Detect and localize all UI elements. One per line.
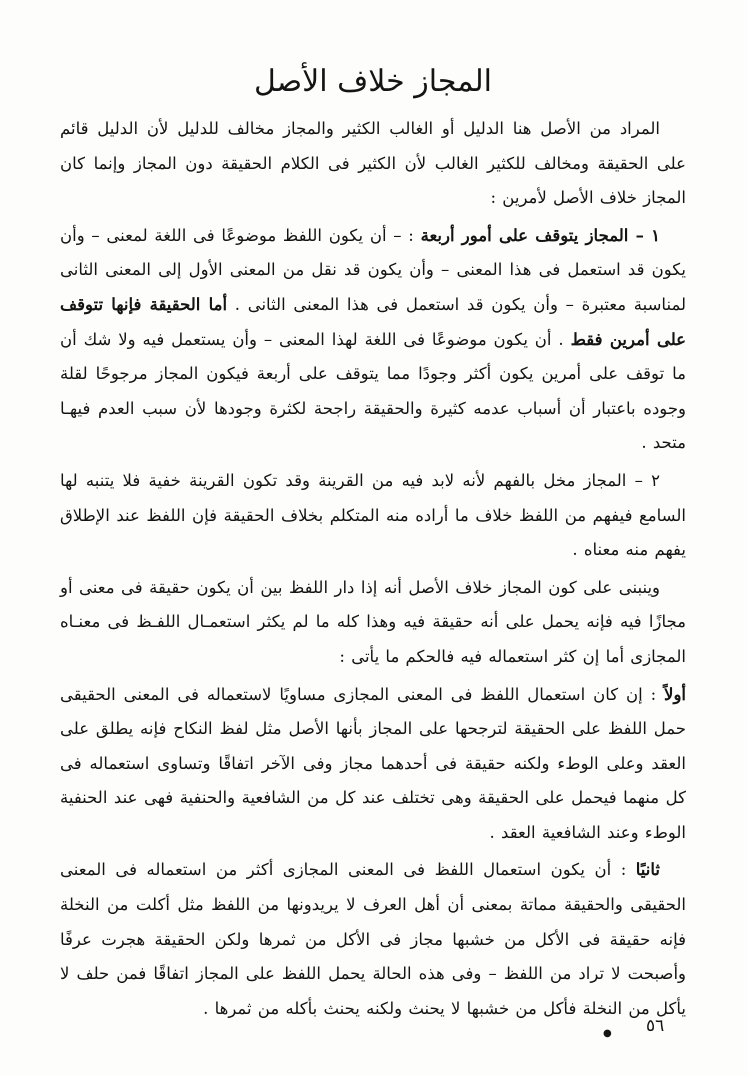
page-number: ٥٦	[646, 1016, 665, 1036]
page-title: المجاز خلاف الأصل	[253, 64, 493, 99]
first-case-text: : إن كان استعمال اللفظ فى المعنى المجازى مساويًا لاستعماله فى المعنى الحقيقى حمل اللفظ على الحقيقة لترجحها على المجاز بأنها الأصل مثل لفظ النكاح فإنه يطلق على العقد وعلى الوطء ولكنه حقيقة فى أحدهما مجاز وفى الآخر اتفاقًا وتساوى استعماله فى كل منهما فيحمل على الحقيقة وهى تختلف عند كل من الشافعية والحنفية فهى عند الحنفية الوطء وعند الشافعية العقد .	[60, 684, 686, 842]
paragraph-reason-1	[60, 219, 686, 461]
reason-1-text: : – أن يكون اللفظ موضوعًا فى اللغة لمعنى – وأن يكون قد استعمل فى هذا المعنى – وأن يكون قد نقل من المعنى الأول إلى المعنى الثانى لمناسبة معتبرة – وأن يكون قد استعمل فى هذا المعنى الثانى .	[60, 225, 687, 314]
paragraph-reason-2: ٢ – المجاز مخل بالفهم لأنه لابد فيه من القرينة وقد تكون القرينة خفية فلا يتنبه لها السامع فيفهم من اللفظ خلاف ما أراده منه المتكلم بخلاف الحقيقة فإن اللفظ عند الإطلاق يفهم منه معناه .	[60, 470, 686, 560]
second-case-heading: ثانيًا	[635, 860, 660, 880]
page-mark: ●	[603, 1028, 612, 1039]
paragraph-second-case	[60, 853, 686, 1026]
paragraph-consequence: وينبنى على كون المجاز خلاف الأصل أنه إذا دار اللفظ بين أن يكون حقيقة فى معنى أو مجازًا فيه فإنه يحمل على أنه حقيقة فيه وهذا كله ما لم يكثر استعمـال اللفـظ فى معنـاه المجازى أما إن كثر استعماله فيه فالحكم ما يأتى :	[60, 577, 686, 666]
paragraph-first-case	[60, 678, 686, 851]
reason-1-heading: ١ – المجاز يتوقف على أمور أربعة	[420, 225, 660, 245]
second-case-text: : أن يكون استعمال اللفظ فى المعنى المجازى أكثر من استعماله فى المعنى الحقيقى والحقيقة مماتة بمعنى أن أهل العرف لا يريدونها من اللفظ مثل أكلت من النخلة فإنه حقيقة فى الأكل من خشبها مجاز فى الأكل من ثمرها ولكن الحقيقة هجرت عرفًا وأصبحت لا تراد من اللفظ – وفى هذه الحالة يحمل اللفظ على المجاز اتفاقًا فمن حلف لا يأكل من النخلة فأكل من خشبها لا يحنث ولكنه يحنث بأكله من ثمرها .	[60, 860, 686, 1018]
body-text	[60, 112, 686, 1026]
intro-paragraph: المراد من الأصل هنا الدليل أو الغالب الكثير والمجاز مخالف للدليل لأن الدليل قائم على الحقيقة ومخالف للكثير الغالب لأن الكثير فى الكلام الحقيقة دون المجاز وإنما كان المجاز خلاف الأصل لأمرين :	[60, 119, 686, 208]
first-case-heading: أولاً	[664, 684, 686, 704]
reason-1-bold: أما الحقيقة فإنها تتوقف على أمرين فقط	[60, 294, 687, 349]
reason-1-text-cont: . أن يكون موضوعًا فى اللغة لهذا المعنى – وأن يستعمل فيه ولا شك أن ما توقف على أمرين يكون أكثر وجودًا مما يتوقف على أربعة فيكون المجاز مرجوحًا لقلة وجوده باعتبار أن أسباب عدمه كثيرة والحقيقة راجحة لكثرة وجودها لأن سبب العدم فيهـا متحد .	[60, 329, 686, 453]
